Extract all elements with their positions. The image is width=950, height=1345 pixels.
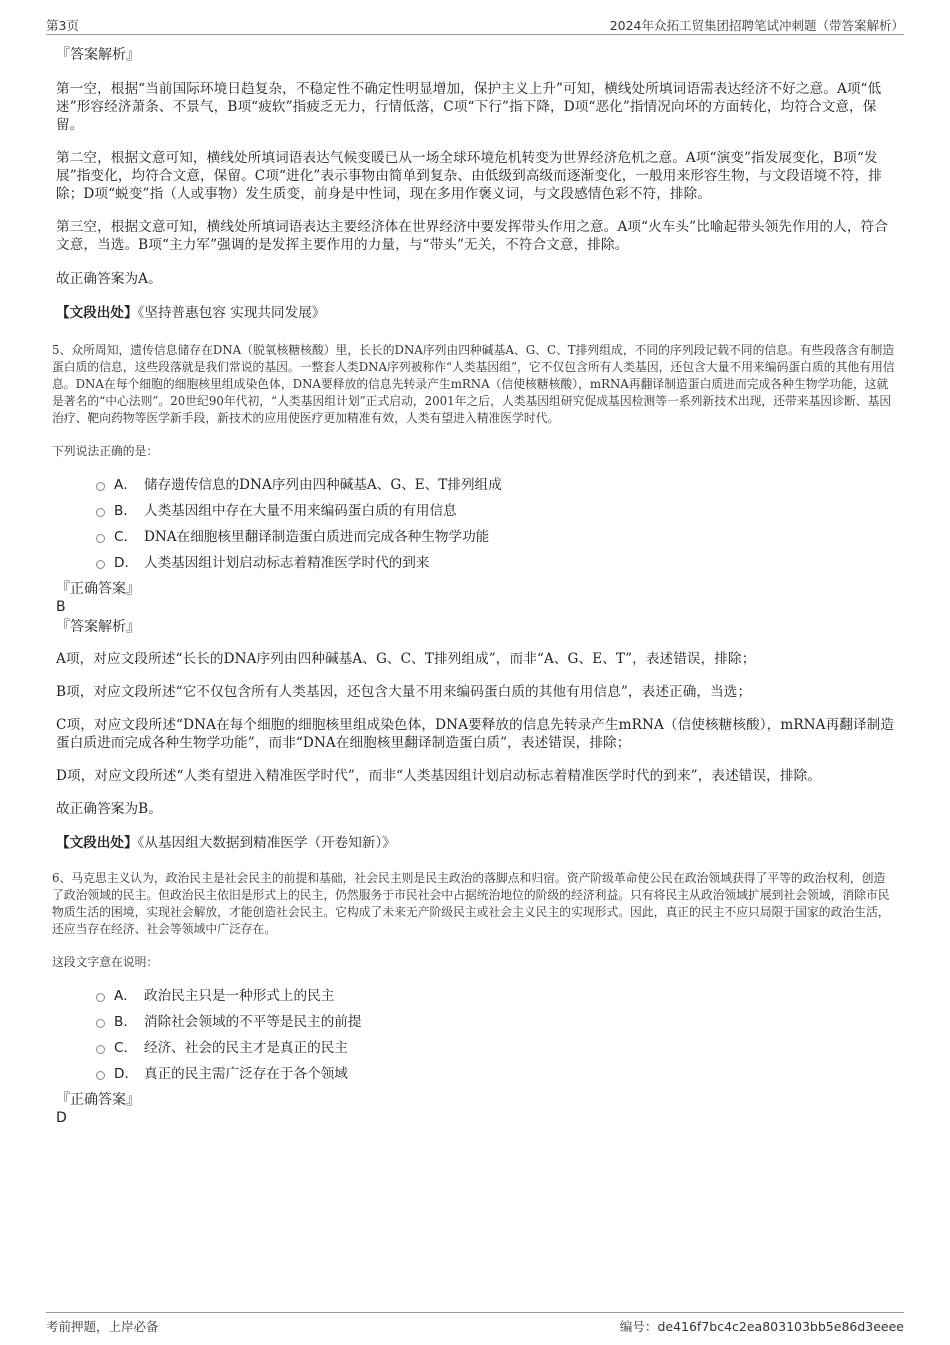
q4-source-label: 【文段出处】: [56, 305, 138, 321]
q5-conclusion: 故正确答案为B。: [56, 801, 162, 817]
radio-icon[interactable]: [96, 560, 105, 569]
page-header: [46, 14, 904, 35]
q5-option-c[interactable]: C． DNA在细胞核里翻译制造蛋白质进而完成各种生物学功能: [56, 524, 896, 550]
document-code-label: 编号：: [619, 1319, 658, 1334]
q5-correct-answer: B: [56, 599, 66, 615]
q6-correct-answer: D: [56, 1110, 67, 1126]
q6-option-d[interactable]: D． 真正的民主需广泛存在于各个领域: [56, 1061, 896, 1087]
q4-conclusion: 故正确答案为A。: [56, 271, 162, 287]
q5-source-title: 《从基因组大数据到精准医学（开卷知新）》: [137, 835, 396, 851]
q5-source: [56, 834, 896, 852]
radio-icon[interactable]: [96, 1019, 105, 1028]
q5-options: [56, 472, 896, 576]
q4-analysis-para-2: 第二空，根据文意可知，横线处所填词语表达气候变暖已从一场全球环境危机转变为世界经济危机之意。A项“演变”指发展变化，B项“发展”指变化，均符合文意，保留。C项“进化”表示事物由简单到复杂、由低级到高级而逐渐变化，一般用来形容生物，与文段语境不符，排除；D项“蜕变”指（人或事物）发生质变，前身是中性词，现在多用作褒义词，与文段感情色彩不符，排除。: [56, 150, 882, 202]
q5-correct-label: 『正确答案』: [56, 581, 140, 597]
q4-source: [56, 304, 896, 322]
page-footer: [46, 1312, 904, 1335]
radio-icon[interactable]: [96, 482, 105, 491]
q6-option-c[interactable]: C． 经济、社会的民主才是真正的民主: [56, 1035, 896, 1061]
radio-icon[interactable]: [96, 534, 105, 543]
document-title: 2024年众拓工贸集团招聘笔试冲刺题（带答案解析）: [609, 18, 904, 33]
q5-option-d[interactable]: D． 人类基因组计划启动标志着精准医学时代的到来: [56, 550, 896, 576]
q5-analysis-c: C项，对应文段所述“DNA在每个细胞的细胞核里组成染色体，DNA要释放的信息先转录产生mRNA（信使核糖核酸），mRNA再翻译制造蛋白质进而完成各种生物学功能”，而非“DNA在细胞核里翻译制造蛋白质”，表述错误，排除；: [56, 717, 895, 751]
radio-icon[interactable]: [96, 993, 105, 1002]
q5-analysis-b: B项，对应文段所述“它不仅包含所有人类基因，还包含大量不用来编码蛋白质的其他有用信息”，表述正确，当选；: [56, 684, 752, 700]
q5-analysis-a: A项，对应文段所述“长长的DNA序列由四种碱基A、G、C、T排列组成”，而非“A、G、E、T”，表述错误，排除；: [56, 651, 756, 667]
footer-slogan: 考前押题，上岸必备: [46, 1319, 159, 1334]
q5-analysis-label: 『答案解析』: [56, 619, 140, 635]
radio-icon[interactable]: [96, 1045, 105, 1054]
q4-source-title: 《坚持普惠包容 实现共同发展》: [137, 305, 326, 321]
q5-option-b[interactable]: B． 人类基因组中存在大量不用来编码蛋白质的有用信息: [56, 498, 896, 524]
q5-source-label: 【文段出处】: [56, 835, 138, 851]
q6-option-b[interactable]: B． 消除社会领域的不平等是民主的前提: [56, 1009, 896, 1035]
q5-option-a[interactable]: A． 储存遗传信息的DNA序列由四种碱基A、G、E、T排列组成: [56, 472, 896, 498]
q6-stem: 6、马克思主义认为，政治民主是社会民主的前提和基础，社会民主则是民主政治的落脚点和归宿。资产阶级革命使公民在政治领域获得了平等的政治权利，创造了政治领域的民主。但政治民主依旧是形式上的民主，仍然服务于市民社会中占据统治地位的阶级的经济利益。只有将民主从政治领域扩展到社会领域，消除市民物质生活的困境，实现社会解放，才能创造社会民主。它构成了未来无产阶级民主或社会主义民主的实现形式。因此，真正的民主不应只局限于国家的政治生活，还应当存在经济、社会等领域中广泛存在。: [52, 871, 890, 936]
radio-icon[interactable]: [96, 1071, 105, 1080]
q6-question: 这段文字意在说明：: [52, 955, 159, 969]
q6-options: [56, 983, 896, 1087]
q4-analysis-label: 『答案解析』: [56, 47, 140, 63]
q4-analysis-para-1: 第一空，根据“当前国际环境日趋复杂，不稳定性不确定性明显增加，保护主义上升”可知，横线处所填词语需表达经济不好之意。A项“低迷”形容经济萧条、不景气，B项“疲软”指疲乏无力，行情低落，C项“下行”指下降，D项“恶化”指情况向坏的方面转化，均符合文意，保留。: [56, 81, 882, 133]
page-number: 第3页: [46, 18, 79, 33]
q5-stem: 5、众所周知，遗传信息储存在DNA（脱氧核糖核酸）里，长长的DNA序列由四种碱基A、G、C、T排列组成，不同的序列段记载不同的信息。有些段落含有制造蛋白质的信息，这些段落就是我们常说的基因。一整套人类DNA序列被称作“人类基因组”，它不仅包含所有人类基因，还包含大量不用来编码蛋白质的其他有用信息。DNA在每个细胞的细胞核里组成染色体，DNA要释放的信息先转录产生mRNA（信使核糖核酸），mRNA再翻译制造蛋白质进而完成各种生物学功能，这就是著名的“中心法则”。20世纪90年代初，“人类基因组计划”正式启动，2001年之后，人类基因组研究促成基因检测等一系列新技术出现，还带来基因诊断、基因治疗、靶向药物等医学新手段，新技术的应用使医疗更加精准有效，人类有望进入精准医学时代。: [52, 343, 895, 425]
page-content: [52, 44, 896, 1127]
q6-correct-label: 『正确答案』: [56, 1092, 140, 1108]
document-code: [620, 1317, 904, 1335]
radio-icon[interactable]: [96, 508, 105, 517]
q5-analysis-d: D项，对应文段所述“人类有望进入精准医学时代”，而非“人类基因组计划启动标志着精准医学时代的到来”，表述错误，排除。: [56, 768, 821, 784]
q6-option-a[interactable]: A． 政治民主只是一种形式上的民主: [56, 983, 896, 1009]
q5-question: 下列说法正确的是：: [52, 444, 159, 458]
document-code-value: de416f7bc4c2ea803103bb5e86d3eeee: [657, 1319, 904, 1334]
q4-analysis-para-3: 第三空，根据文意可知，横线处所填词语表达主要经济体在世界经济中要发挥带头作用之意。A项“火车头”比喻起带头领先作用的人，符合文意，当选。B项“主力军”强调的是发挥主要作用的力量，与“带头”无关，不符合文意，排除。: [56, 219, 888, 253]
